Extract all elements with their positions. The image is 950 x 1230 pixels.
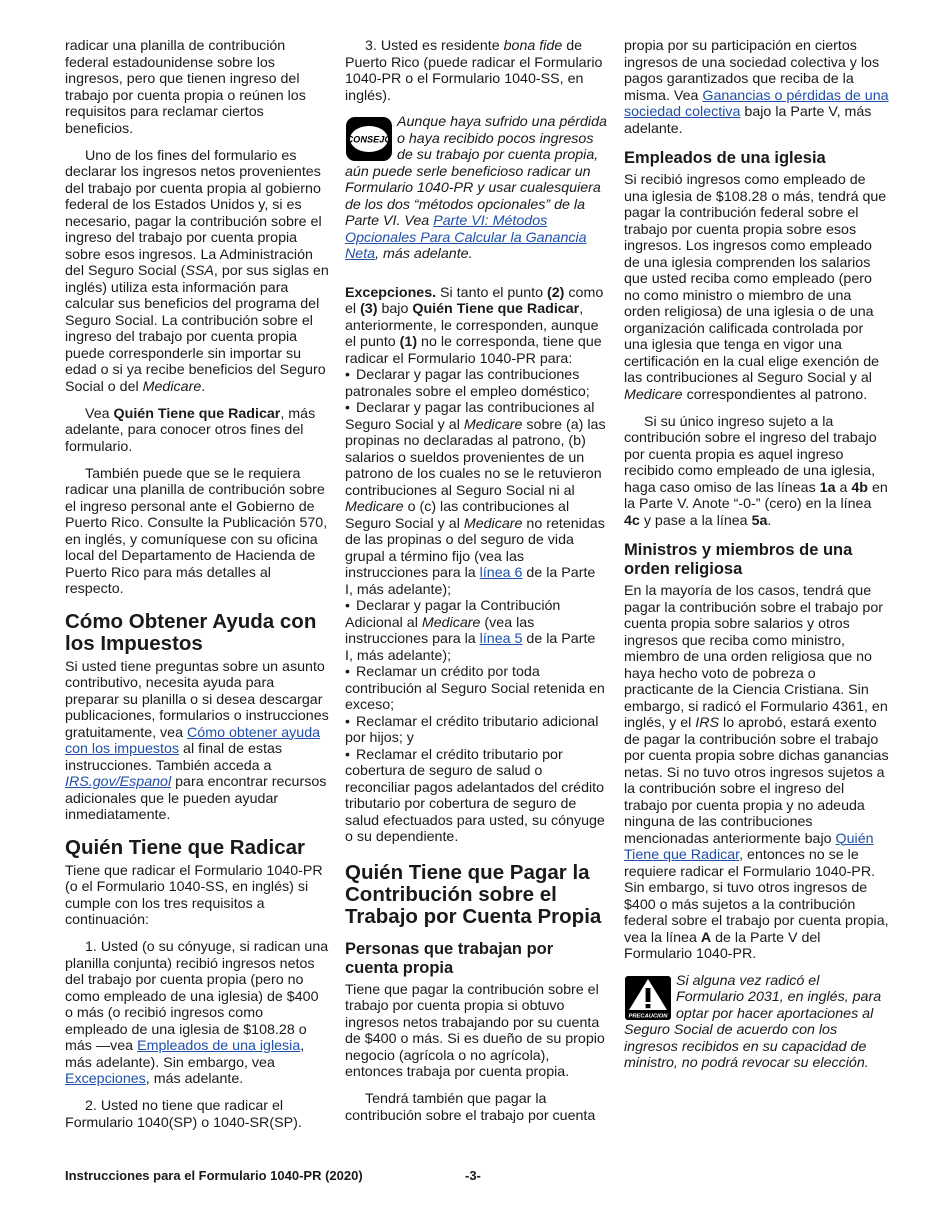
list-item: • Declarar y pagar las contribuciones al Seguro Social y al Medicare sobre (a) las propinas no declaradas al patrono, (b) salarios o sueldos provenientes de un patrono de los cuales no se le retuvieron contribuciones al Seguro Social ni al Medicare o (c) las contribuciones al Seguro Social y al Medicare no retenidas de las propinas o del seguro de vida grupal a término fijo (vea las instrucciones para la línea 6 de la Parte I, más adelante); [345, 400, 606, 598]
tip-label: CONSEJO [346, 134, 392, 145]
heading-empleados-de-una-iglesia: Empleados de una iglesia [624, 149, 826, 167]
paragraph: Vea Quién Tiene que Radicar, más adelante, para conocer otros fines del formulario. [65, 405, 316, 455]
link-excepciones[interactable]: Excepciones [65, 1071, 146, 1087]
link-parte-vi-metodos-opcionales[interactable]: Parte VI: Métodos Opcionales Para Calcular la Ganancia Neta [345, 213, 587, 262]
link-quien-tiene-que-radicar[interactable]: Quién Tiene que Radicar [624, 830, 874, 863]
footer-title: Instrucciones para el Formulario 1040-PR (2020) [65, 1168, 363, 1183]
paragraph: Si su único ingreso sujeto a la contribución sobre el ingreso del trabajo por cuenta propia es aquel ingreso recibido como empleado de una iglesia, haga caso omiso de las líneas 1a a 4b en la Parte V. Anote “-0-” (cero) en la línea 4c y pase a la línea 5a. [624, 413, 888, 529]
paragraph: 1. Usted (o su cónyuge, si radican una planilla conjunta) recibió ingresos netos del trabajo por cuenta propia (pero no como empleado de una iglesia) de $400 o más (o recibió ingresos como empleado de una iglesia de $108.28 o más —vea Empleados de una iglesia, más adelante). Sin embargo, vea Excepciones, más adelante. [65, 939, 329, 1087]
paragraph: Si usted tiene preguntas sobre un asunto contributivo, necesita ayuda para preparar su planilla o si desea descargar publicaciones, formularios o instrucciones gratuitamente, vea Cómo obtener ayuda con los impuestos al final de estas instrucciones. También acceda a IRS.gov/Espanol para encontrar recursos adicionales que le pueden ayudar inmediatamente. [65, 658, 329, 823]
paragraph: Si recibió ingresos como empleado de una iglesia de $108.28 o más, tendrá que pagar la contribución federal sobre el trabajo por cuenta propia sobre esos ingresos. Los ingresos como empleado de una iglesia comprenden los salarios que usted reciba como empleado (pero no como ministro o miembro de una orden religiosa) de una iglesia o de una organización calificada controlada por una iglesia que tenga en vigor una certificación en la cual elige exención de las contribuciones al Seguro Social y al Medicare correspondientes al patrono. [624, 172, 887, 403]
column-2 [345, 38, 607, 1124]
warning-icon [624, 975, 672, 1021]
tip-note: CONSEJO Aunque haya sufrido una pérdida o haya recibido pocos ingresos de su trabajo por cuenta propia, aún puede serle beneficioso radicar un Formulario 1040-PR y usar cualesquiera de los dos “métodos opcionales” de la Parte VI. Vea Parte VI: Métodos Opcionales Para Calcular la Ganancia Neta, más adelante. [345, 114, 607, 262]
heading-como-obtener-ayuda: Cómo Obtener Ayuda con los Impuestos [65, 609, 317, 655]
paragraph: También puede que se le requiera radicar una planilla de contribución sobre el ingreso personal ante el Gobierno de Puerto Rico. Consulte la Publicación 570, en inglés, y comuníquese con su oficina local del Departamento de Hacienda de Puerto Rico para más detalles al respecto. [65, 465, 328, 597]
column-1 [65, 38, 329, 1131]
list-item: • Reclamar el crédito tributario adicional por hijos; y [345, 713, 599, 746]
caution-note: PRECAUCION Si alguna vez radicó el Formulario 2031, en inglés, para optar por hacer aportaciones al Seguro Social de acuerdo con los ingresos recibidos en su capacidad de ministro, no podrá revocar su elección. [624, 972, 882, 1071]
link-linea-6[interactable]: línea 6 [479, 565, 523, 581]
paragraph: Uno de los fines del formulario es declarar los ingresos netos provenientes del trabajo por cuenta propia al gobierno federal de los Estados Unidos y, si es necesario, pagar la contribución sobre el ingreso del trabajo por cuenta propia sobre esos ingresos. La Administración del Seguro Social (SSA, por sus siglas en inglés) utiliza esta información para calcular sus beneficios del programa del Seguro Social. La contribución sobre el ingreso del trabajo por cuenta propia puede corresponderle sin importar su edad o si ya recibe beneficios del Seguro Social o del Medicare. [65, 147, 329, 395]
link-linea-5[interactable]: línea 5 [479, 631, 523, 647]
paragraph: radicar una planilla de contribución federal estadounidense sobre los ingresos, pero que tienen ingreso del trabajo por cuenta propia o reúnen los requisitos para reclamar ciertos beneficios. [65, 38, 306, 137]
heading-quien-tiene-que-radicar: Quién Tiene que Radicar [65, 835, 305, 859]
paragraph: 2. Usted no tiene que radicar el Formulario 1040(SP) o 1040-SR(SP). [65, 1098, 302, 1131]
link-empleados-de-una-iglesia[interactable]: Empleados de una iglesia [137, 1038, 301, 1054]
paragraph: propia por su participación en ciertos ingresos de una sociedad colectiva y los pagos garantizados que reciba de la misma. Vea Ganancias o pérdidas de una sociedad colectiva bajo la Parte V, más adelante. [624, 38, 889, 137]
link-irs-gov-espanol[interactable]: IRS.gov/Espanol [65, 774, 172, 790]
heading-ministros: Ministros y miembros de una orden religiosa [624, 541, 853, 578]
list-item: • Reclamar el crédito tributario por cobertura de seguro de salud o reconciliar pagos adelantados del crédito tributario por cobertura de seguro de salud efectuados para usted, su cónyuge o su dependiente. [345, 746, 605, 845]
paragraph: En la mayoría de los casos, tendrá que pagar la contribución sobre el trabajo por cuenta propia sobre salarios y otros ingresos que reciba como ministro, miembro de una orden religiosa que no haya hecho voto de pobreza o practicante de la Ciencia Cristiana. Sin embargo, si radicó el Formulario 4361, en inglés, y el IRS lo aprobó, estará exento de pagar la contribución sobre el trabajo por cuenta propia sobre dichas ganancias netas. Si no tuvo otros ingresos sujetos a la contribución sobre el ingreso del trabajo por cuenta propia y no adeuda ninguna de las contribuciones mencionadas anteriormente bajo Quién Tiene que Radicar, entonces no se le requiere radicar el Formulario 1040-PR. Sin embargo, si tuvo otros ingresos de $400 o más sujetos a la contribución federal sobre el trabajo por cuenta propia, vea la línea A de la Parte V del Formulario 1040-PR. [624, 583, 889, 962]
heading-quien-tiene-que-pagar: Quién Tiene que Pagar la Contribución sobre el Trabajo por Cuenta Propia [345, 860, 602, 928]
paragraph: 3. Usted es residente bona fide de Puerto Rico (puede radicar el Formulario 1040-PR o el Formulario 1040-SS, en inglés). [345, 38, 603, 104]
column-3 [624, 38, 889, 1084]
heading-personas-que-trabajan: Personas que trabajan por cuenta propia [345, 939, 554, 977]
link-como-obtener-ayuda[interactable]: Cómo obtener ayuda con los impuestos [65, 724, 321, 757]
list-item: • Declarar y pagar la Contribución Adicional al Medicare (vea las instrucciones para la línea 5 de la Parte I, más adelante); [345, 598, 596, 664]
paragraph: Tendrá también que pagar la contribución sobre el trabajo por cuenta [345, 1091, 596, 1124]
consejo-tip-icon [345, 116, 393, 162]
link-ganancias-o-perdidas[interactable]: Ganancias o pérdidas de una sociedad colectiva [624, 87, 889, 120]
list-item: • Declarar y pagar las contribuciones patronales sobre el empleo doméstico; [345, 367, 590, 400]
caution-label: PRECAUCION [628, 1013, 668, 1019]
list-item: • Reclamar un crédito por toda contribución al Seguro Social retenida en exceso; [345, 664, 605, 713]
paragraph: Tiene que pagar la contribución sobre el trabajo por cuenta propia si obtuvo ingresos netos trabajando por su cuenta de $400 o más. Si es dueño de su propio negocio (agrícola o no agrícola), entonces trabaja por cuenta propia. [345, 981, 605, 1080]
paragraph: Tiene que radicar el Formulario 1040-PR (o el Formulario 1040-SS, en inglés) si cumple con los tres requisitos a continuación: [65, 862, 323, 928]
paragraph-excepciones: Excepciones. Si tanto el punto (2) como el (3) bajo Quién Tiene que Radicar, anteriormente, le corresponden, aunque el punto (1) no le corresponda, tiene que radicar el Formulario 1040-PR para: [345, 284, 604, 367]
page-number: -3- [465, 1168, 481, 1183]
